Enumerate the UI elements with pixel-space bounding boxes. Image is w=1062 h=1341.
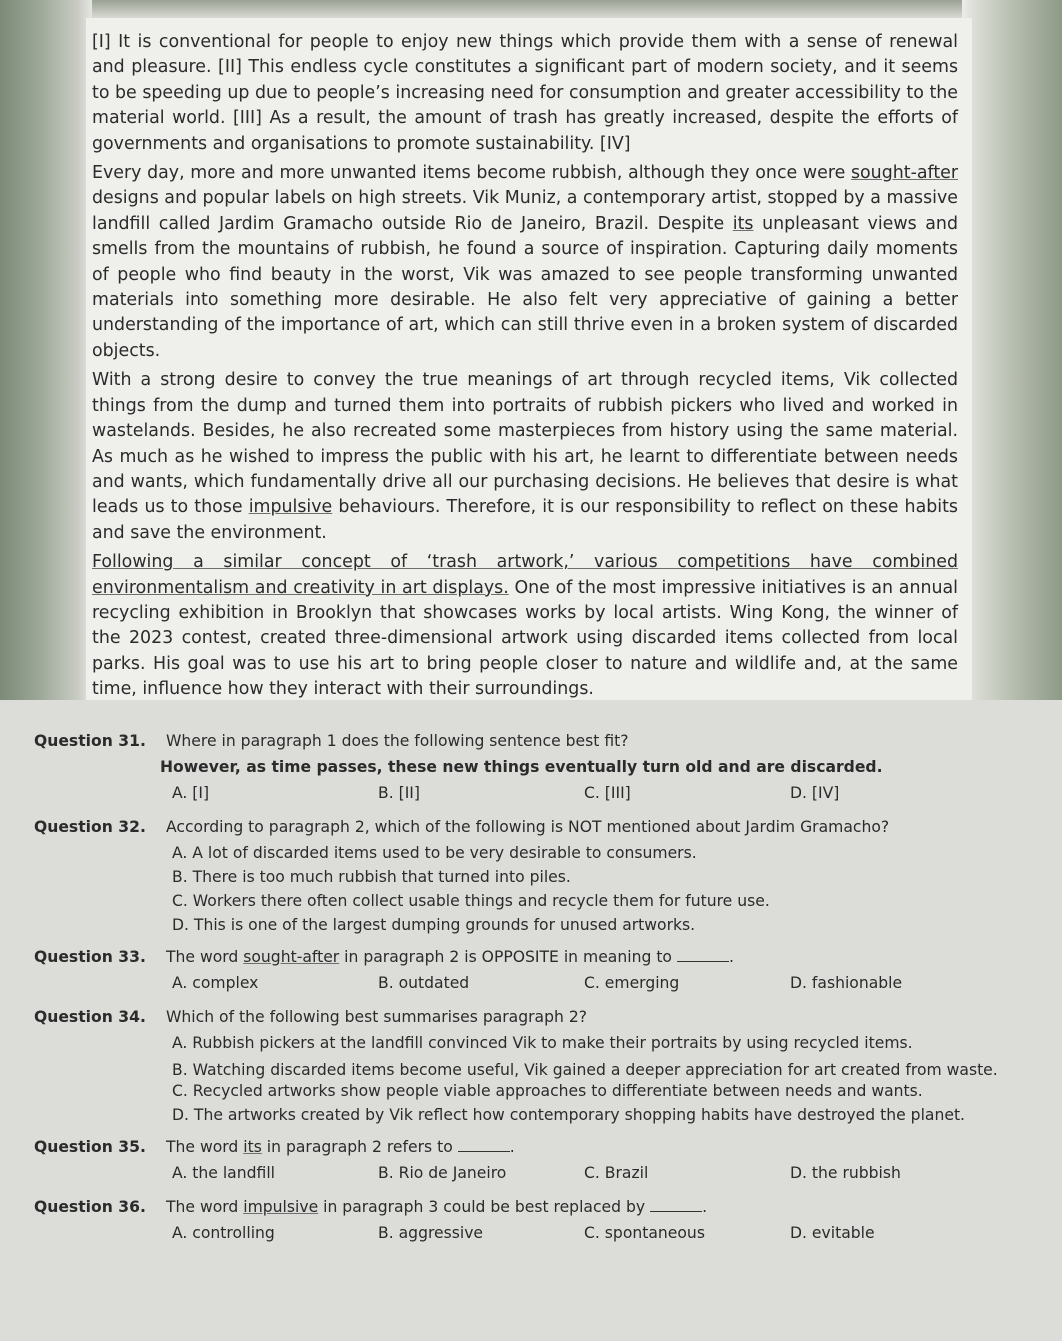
underlined-topic-sentence: Following a similar concept of ‘trash artwork,’ various competitions have combined environmentalism and creativity in art displays.: [92, 552, 958, 598]
insert-sentence: However, as time passes, these new things eventually turn old and are discarded.: [160, 758, 883, 776]
photo-left-edge: [0, 0, 92, 700]
underlined-its: its: [732, 213, 754, 234]
question-31: [34, 732, 1034, 810]
option-b[interactable]: B. Rio de Janeiro: [378, 1164, 507, 1182]
photo-top-edge: [0, 0, 1062, 18]
stem-text-a: The word: [166, 1198, 244, 1216]
question-number: Question 36.: [34, 1198, 146, 1216]
underlined-sought-after: sought-after: [850, 163, 958, 184]
reading-passage: [92, 30, 958, 707]
question-stem: The word sought-after in paragraph 2 is OPPOSITE in meaning to .: [166, 948, 734, 966]
paragraph-2-text-a: Every day, more and more unwanted items become rubbish, although they once were: [92, 163, 851, 184]
paragraph-4: [92, 550, 958, 702]
question-32: [34, 818, 1034, 940]
option-c[interactable]: C. emerging: [584, 974, 680, 992]
paragraph-3-text-b: behaviours. Therefore, it is our responsibility to reflect on these habits and save the environment.: [92, 497, 958, 543]
question-34: [34, 1008, 1034, 1130]
option-d[interactable]: D. evitable: [790, 1224, 875, 1242]
stem-text-a: The word: [166, 948, 244, 966]
option-a[interactable]: A. [I]: [172, 784, 210, 802]
option-c[interactable]: C. Workers there often collect usable things and recycle them for future use.: [172, 892, 770, 910]
paragraph-1: [I] It is conventional for people to enjoy new things which provide them with a sense of renewal and pleasure. [II] This endless cycle constitutes a significant part of modern society, and it seems to be speeding up due to people’s increasing need for consumption and greater accessibility to the material world. [III] As a result, the amount of trash has greatly increased, despite the efforts of governments and organisations to promote sustainability. [IV]: [92, 32, 958, 154]
option-a[interactable]: A. A lot of discarded items used to be very desirable to consumers.: [172, 844, 697, 862]
option-c[interactable]: C. spontaneous: [584, 1224, 705, 1242]
option-a[interactable]: A. complex: [172, 974, 259, 992]
option-a[interactable]: A. the landfill: [172, 1164, 276, 1182]
paragraph-4-text: One of the most impressive initiatives is an annual recycling exhibition in Brooklyn that showcases works by local artists. Wing Kong, the winner of the 2023 contest, created three-dimensional artwork using discarded items collected from local parks. His goal was to use his art to bring people closer to nature and wildlife and, at the same time, influence how they interact with their surroundings.: [92, 577, 958, 700]
paragraph-2-text-b: designs and popular labels on high streets. Vik Muniz, a contemporary artist, stopped by a massive landfill called Jardim Gramacho outside Rio de Janeiro, Brazil. Despite: [92, 188, 958, 234]
question-number: Question 31.: [34, 732, 146, 750]
paragraph-2-text-c: unpleasant views and smells from the mountains of rubbish, he found a source of inspiration. Capturing daily moments of people who find beauty in the worst, Vik was amazed to see people transforming unwanted materials into something more desirable. He also felt very appreciative of gaining a better understanding of the importance of art, which can still thrive even in a broken system of discarded objects.: [92, 213, 958, 361]
option-c[interactable]: C. [III]: [584, 784, 631, 802]
paragraph-3-text-a: With a strong desire to convey the true meanings of art through recycled items, Vik collected things from the dump and turned them into portraits of rubbish pickers who lived and worked in wastelands. Besides, he also recreated some masterpieces from history using the same material. As much as he wished to impress the public with his art, he learnt to differentiate between needs and wants, which fundamentally drive all our purchasing decisions. He believes that desire is what leads us to those: [92, 370, 958, 518]
option-d[interactable]: D. The artworks created by Vik reflect how contemporary shopping habits have destroyed the planet.: [172, 1106, 966, 1124]
option-d[interactable]: D. This is one of the largest dumping grounds for unused artworks.: [172, 916, 696, 934]
paragraph-3: [92, 368, 958, 546]
stem-text-b: in paragraph 2 refers to: [261, 1138, 453, 1156]
stem-text-b: in paragraph 2 is OPPOSITE in meaning to: [339, 948, 672, 966]
option-a[interactable]: A. controlling: [172, 1224, 275, 1242]
question-number: Question 33.: [34, 948, 146, 966]
answer-blank: [677, 961, 729, 962]
answer-blank: [650, 1211, 702, 1212]
option-b[interactable]: B. outdated: [378, 974, 470, 992]
photo-right-edge: [962, 0, 1062, 700]
question-stem: The word its in paragraph 2 refers to .: [166, 1138, 515, 1156]
option-b[interactable]: B. Watching discarded items become useful, Vik gained a deeper appreciation for art created from waste.: [172, 1061, 998, 1079]
option-d[interactable]: D. fashionable: [790, 974, 903, 992]
question-33: [34, 948, 1034, 1000]
option-b[interactable]: B. aggressive: [378, 1224, 484, 1242]
paragraph-2: [92, 161, 958, 364]
stem-underlined-word: its: [243, 1138, 262, 1156]
stem-text-b: in paragraph 3 could be best replaced by: [318, 1198, 646, 1216]
question-stem: Where in paragraph 1 does the following sentence best fit?: [166, 732, 629, 750]
underlined-impulsive: impulsive: [248, 497, 333, 518]
question-number: Question 35.: [34, 1138, 146, 1156]
option-d[interactable]: D. [IV]: [790, 784, 840, 802]
option-b[interactable]: B. There is too much rubbish that turned into piles.: [172, 868, 571, 886]
option-c[interactable]: C. Brazil: [584, 1164, 649, 1182]
stem-underlined-word: sought-after: [243, 948, 340, 966]
question-36: [34, 1198, 1034, 1250]
option-c[interactable]: C. Recycled artworks show people viable approaches to differentiate between needs and wants.: [172, 1082, 923, 1100]
option-d[interactable]: D. the rubbish: [790, 1164, 901, 1182]
question-stem: Which of the following best summarises paragraph 2?: [166, 1008, 588, 1026]
stem-text-a: The word: [166, 1138, 244, 1156]
answer-blank: [458, 1151, 510, 1152]
question-list: [34, 732, 1034, 1250]
question-35: [34, 1138, 1034, 1190]
question-stem: The word impulsive in paragraph 3 could be best replaced by .: [166, 1198, 708, 1216]
question-number: Question 34.: [34, 1008, 146, 1026]
question-stem: According to paragraph 2, which of the following is NOT mentioned about Jardim Gramacho?: [166, 818, 890, 836]
option-b[interactable]: B. [II]: [378, 784, 420, 802]
option-a[interactable]: A. Rubbish pickers at the landfill convinced Vik to make their portraits by using recycled items.: [172, 1034, 913, 1052]
stem-underlined-word: impulsive: [243, 1198, 319, 1216]
question-number: Question 32.: [34, 818, 146, 836]
